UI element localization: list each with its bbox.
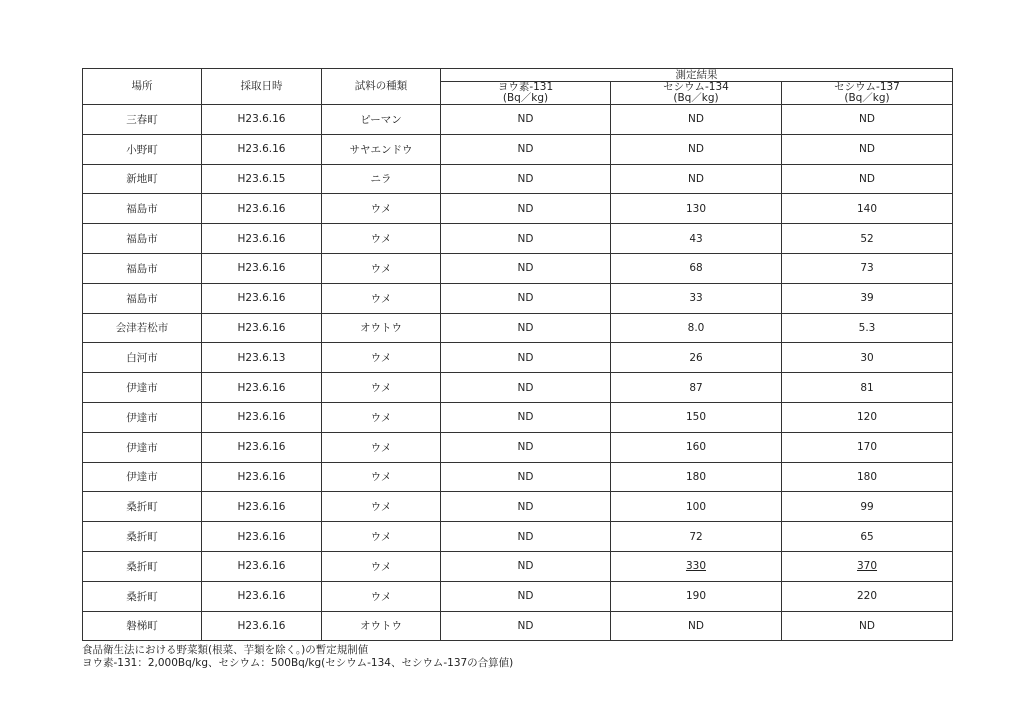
- cesium-137-cell: 140: [782, 194, 953, 224]
- table-row: [83, 432, 953, 462]
- header-measurement-results: 測定結果: [441, 69, 953, 82]
- place-cell: 桑折町: [83, 581, 202, 611]
- place-cell: 福島市: [83, 194, 202, 224]
- table-row: [83, 134, 953, 164]
- place-cell: 伊達市: [83, 432, 202, 462]
- sample-type-cell: オウトウ: [322, 313, 441, 343]
- cesium-137-cell: 65: [782, 522, 953, 552]
- cesium-134-cell: 43: [611, 224, 782, 254]
- iodine-131-cell: ND: [441, 105, 611, 135]
- cesium-137-cell: 81: [782, 373, 953, 403]
- date-cell: H23.6.15: [202, 164, 322, 194]
- note-line-1: 食品衛生法における野菜類(根菜、芋類を除く。)の暫定規制値: [82, 644, 369, 656]
- place-cell: 磐梯町: [83, 611, 202, 641]
- cesium-137-cell: 180: [782, 462, 953, 492]
- sample-type-cell: ピーマン: [322, 105, 441, 135]
- table-row: [83, 551, 953, 581]
- date-cell: H23.6.16: [202, 492, 322, 522]
- table-row: [83, 194, 953, 224]
- sample-type-cell: ウメ: [322, 522, 441, 552]
- place-cell: 桑折町: [83, 492, 202, 522]
- iodine-131-cell: ND: [441, 581, 611, 611]
- table-body: [83, 105, 953, 641]
- cesium-137-cell: ND: [782, 105, 953, 135]
- cesium-137-cell: 170: [782, 432, 953, 462]
- cesium-134-cell: 130: [611, 194, 782, 224]
- cesium-137-cell: 39: [782, 283, 953, 313]
- sample-type-cell: ウメ: [322, 492, 441, 522]
- date-cell: H23.6.13: [202, 343, 322, 373]
- date-cell: H23.6.16: [202, 611, 322, 641]
- sample-type-cell: サヤエンドウ: [322, 134, 441, 164]
- place-cell: 桑折町: [83, 522, 202, 552]
- sample-type-cell: ウメ: [322, 253, 441, 283]
- sample-type-cell: ウメ: [322, 581, 441, 611]
- iodine-131-cell: ND: [441, 164, 611, 194]
- header-unit-iodine: (Bq／kg): [502, 92, 549, 104]
- table-row: [83, 283, 953, 313]
- table-row: [83, 224, 953, 254]
- sample-type-cell: ウメ: [322, 402, 441, 432]
- header-sampling-date: 採取日時: [202, 69, 322, 105]
- date-cell: H23.6.16: [202, 402, 322, 432]
- place-cell: 伊達市: [83, 373, 202, 403]
- cesium-137-cell: 99: [782, 492, 953, 522]
- header-cesium-137-label: セシウム-137: [834, 81, 900, 93]
- sample-type-cell: ウメ: [322, 551, 441, 581]
- cesium-134-cell: ND: [611, 105, 782, 135]
- cesium-137-cell: 120: [782, 402, 953, 432]
- date-cell: H23.6.16: [202, 551, 322, 581]
- date-cell: H23.6.16: [202, 134, 322, 164]
- iodine-131-cell: ND: [441, 551, 611, 581]
- place-cell: 福島市: [83, 224, 202, 254]
- header-place: 場所: [83, 69, 202, 105]
- cesium-134-cell: 190: [611, 581, 782, 611]
- cesium-134-cell: 26: [611, 343, 782, 373]
- table-row: [83, 164, 953, 194]
- place-cell: 白河市: [83, 343, 202, 373]
- iodine-131-cell: ND: [441, 313, 611, 343]
- sample-type-cell: ウメ: [322, 373, 441, 403]
- cesium-137-cell: 30: [782, 343, 953, 373]
- date-cell: H23.6.16: [202, 253, 322, 283]
- sample-type-cell: ウメ: [322, 283, 441, 313]
- cesium-134-cell: 100: [611, 492, 782, 522]
- cesium-134-cell: ND: [611, 611, 782, 641]
- cesium-134-cell: 160: [611, 432, 782, 462]
- header-iodine-131-label: ヨウ素-131: [497, 81, 554, 93]
- sample-type-cell: ウメ: [322, 224, 441, 254]
- table-row: [83, 611, 953, 641]
- sample-type-cell: ウメ: [322, 343, 441, 373]
- header-unit-cs137: (Bq／kg): [844, 92, 890, 104]
- table-row: [83, 105, 953, 135]
- iodine-131-cell: ND: [441, 522, 611, 552]
- place-cell: 会津若松市: [83, 313, 202, 343]
- cesium-134-cell: 8.0: [611, 313, 782, 343]
- date-cell: H23.6.16: [202, 432, 322, 462]
- sample-type-cell: ウメ: [322, 462, 441, 492]
- place-cell: 福島市: [83, 283, 202, 313]
- cesium-134-cell: 180: [611, 462, 782, 492]
- cesium-137-cell: ND: [782, 134, 953, 164]
- place-cell: 伊達市: [83, 462, 202, 492]
- cesium-134-cell: 150: [611, 402, 782, 432]
- iodine-131-cell: ND: [441, 373, 611, 403]
- table-row: [83, 492, 953, 522]
- date-cell: H23.6.16: [202, 313, 322, 343]
- table-row: [83, 402, 953, 432]
- cesium-137-cell: 220: [782, 581, 953, 611]
- date-cell: H23.6.16: [202, 462, 322, 492]
- sample-type-cell: ウメ: [322, 432, 441, 462]
- sample-type-cell: オウトウ: [322, 611, 441, 641]
- iodine-131-cell: ND: [441, 432, 611, 462]
- header-sample-type: 試料の種類: [322, 69, 441, 105]
- cesium-134-cell: 72: [611, 522, 782, 552]
- table-row: [83, 313, 953, 343]
- measurement-results-table: [82, 68, 953, 641]
- cesium-134-cell: 33: [611, 283, 782, 313]
- table-row: [83, 373, 953, 403]
- cesium-134-cell: 87: [611, 373, 782, 403]
- sample-type-cell: ウメ: [322, 194, 441, 224]
- header-cesium-137: [782, 82, 953, 105]
- cesium-137-cell: 370: [782, 551, 953, 581]
- regulatory-notes: [82, 644, 513, 670]
- date-cell: H23.6.16: [202, 373, 322, 403]
- header-iodine-131: [441, 82, 611, 105]
- iodine-131-cell: ND: [441, 194, 611, 224]
- date-cell: H23.6.16: [202, 522, 322, 552]
- iodine-131-cell: ND: [441, 134, 611, 164]
- header-unit-cs134: (Bq／kg): [673, 92, 719, 104]
- date-cell: H23.6.16: [202, 105, 322, 135]
- cesium-137-cell: ND: [782, 164, 953, 194]
- cesium-137-cell: 5.3: [782, 313, 953, 343]
- cesium-137-cell: 73: [782, 253, 953, 283]
- iodine-131-cell: ND: [441, 283, 611, 313]
- header-cesium-134-label: セシウム-134: [663, 81, 729, 93]
- table-row: [83, 522, 953, 552]
- iodine-131-cell: ND: [441, 402, 611, 432]
- cesium-137-cell: ND: [782, 611, 953, 641]
- iodine-131-cell: ND: [441, 611, 611, 641]
- sample-type-cell: ニラ: [322, 164, 441, 194]
- date-cell: H23.6.16: [202, 194, 322, 224]
- cesium-137-cell: 52: [782, 224, 953, 254]
- date-cell: H23.6.16: [202, 224, 322, 254]
- cesium-134-cell: 68: [611, 253, 782, 283]
- date-cell: H23.6.16: [202, 283, 322, 313]
- place-cell: 小野町: [83, 134, 202, 164]
- place-cell: 伊達市: [83, 402, 202, 432]
- place-cell: 新地町: [83, 164, 202, 194]
- place-cell: 桑折町: [83, 551, 202, 581]
- table-row: [83, 462, 953, 492]
- cesium-134-cell: ND: [611, 134, 782, 164]
- iodine-131-cell: ND: [441, 253, 611, 283]
- iodine-131-cell: ND: [441, 492, 611, 522]
- cesium-134-cell: 330: [611, 551, 782, 581]
- table-row: [83, 253, 953, 283]
- iodine-131-cell: ND: [441, 462, 611, 492]
- iodine-131-cell: ND: [441, 224, 611, 254]
- table-row: [83, 343, 953, 373]
- date-cell: H23.6.16: [202, 581, 322, 611]
- iodine-131-cell: ND: [441, 343, 611, 373]
- header-cesium-134: [611, 82, 782, 105]
- place-cell: 三春町: [83, 105, 202, 135]
- note-line-2: ヨウ素-131：2,000Bq/kg、セシウム：500Bq/kg(セシウム-134、セシウム-137の合算値): [82, 657, 514, 669]
- table-row: [83, 581, 953, 611]
- cesium-134-cell: ND: [611, 164, 782, 194]
- place-cell: 福島市: [83, 253, 202, 283]
